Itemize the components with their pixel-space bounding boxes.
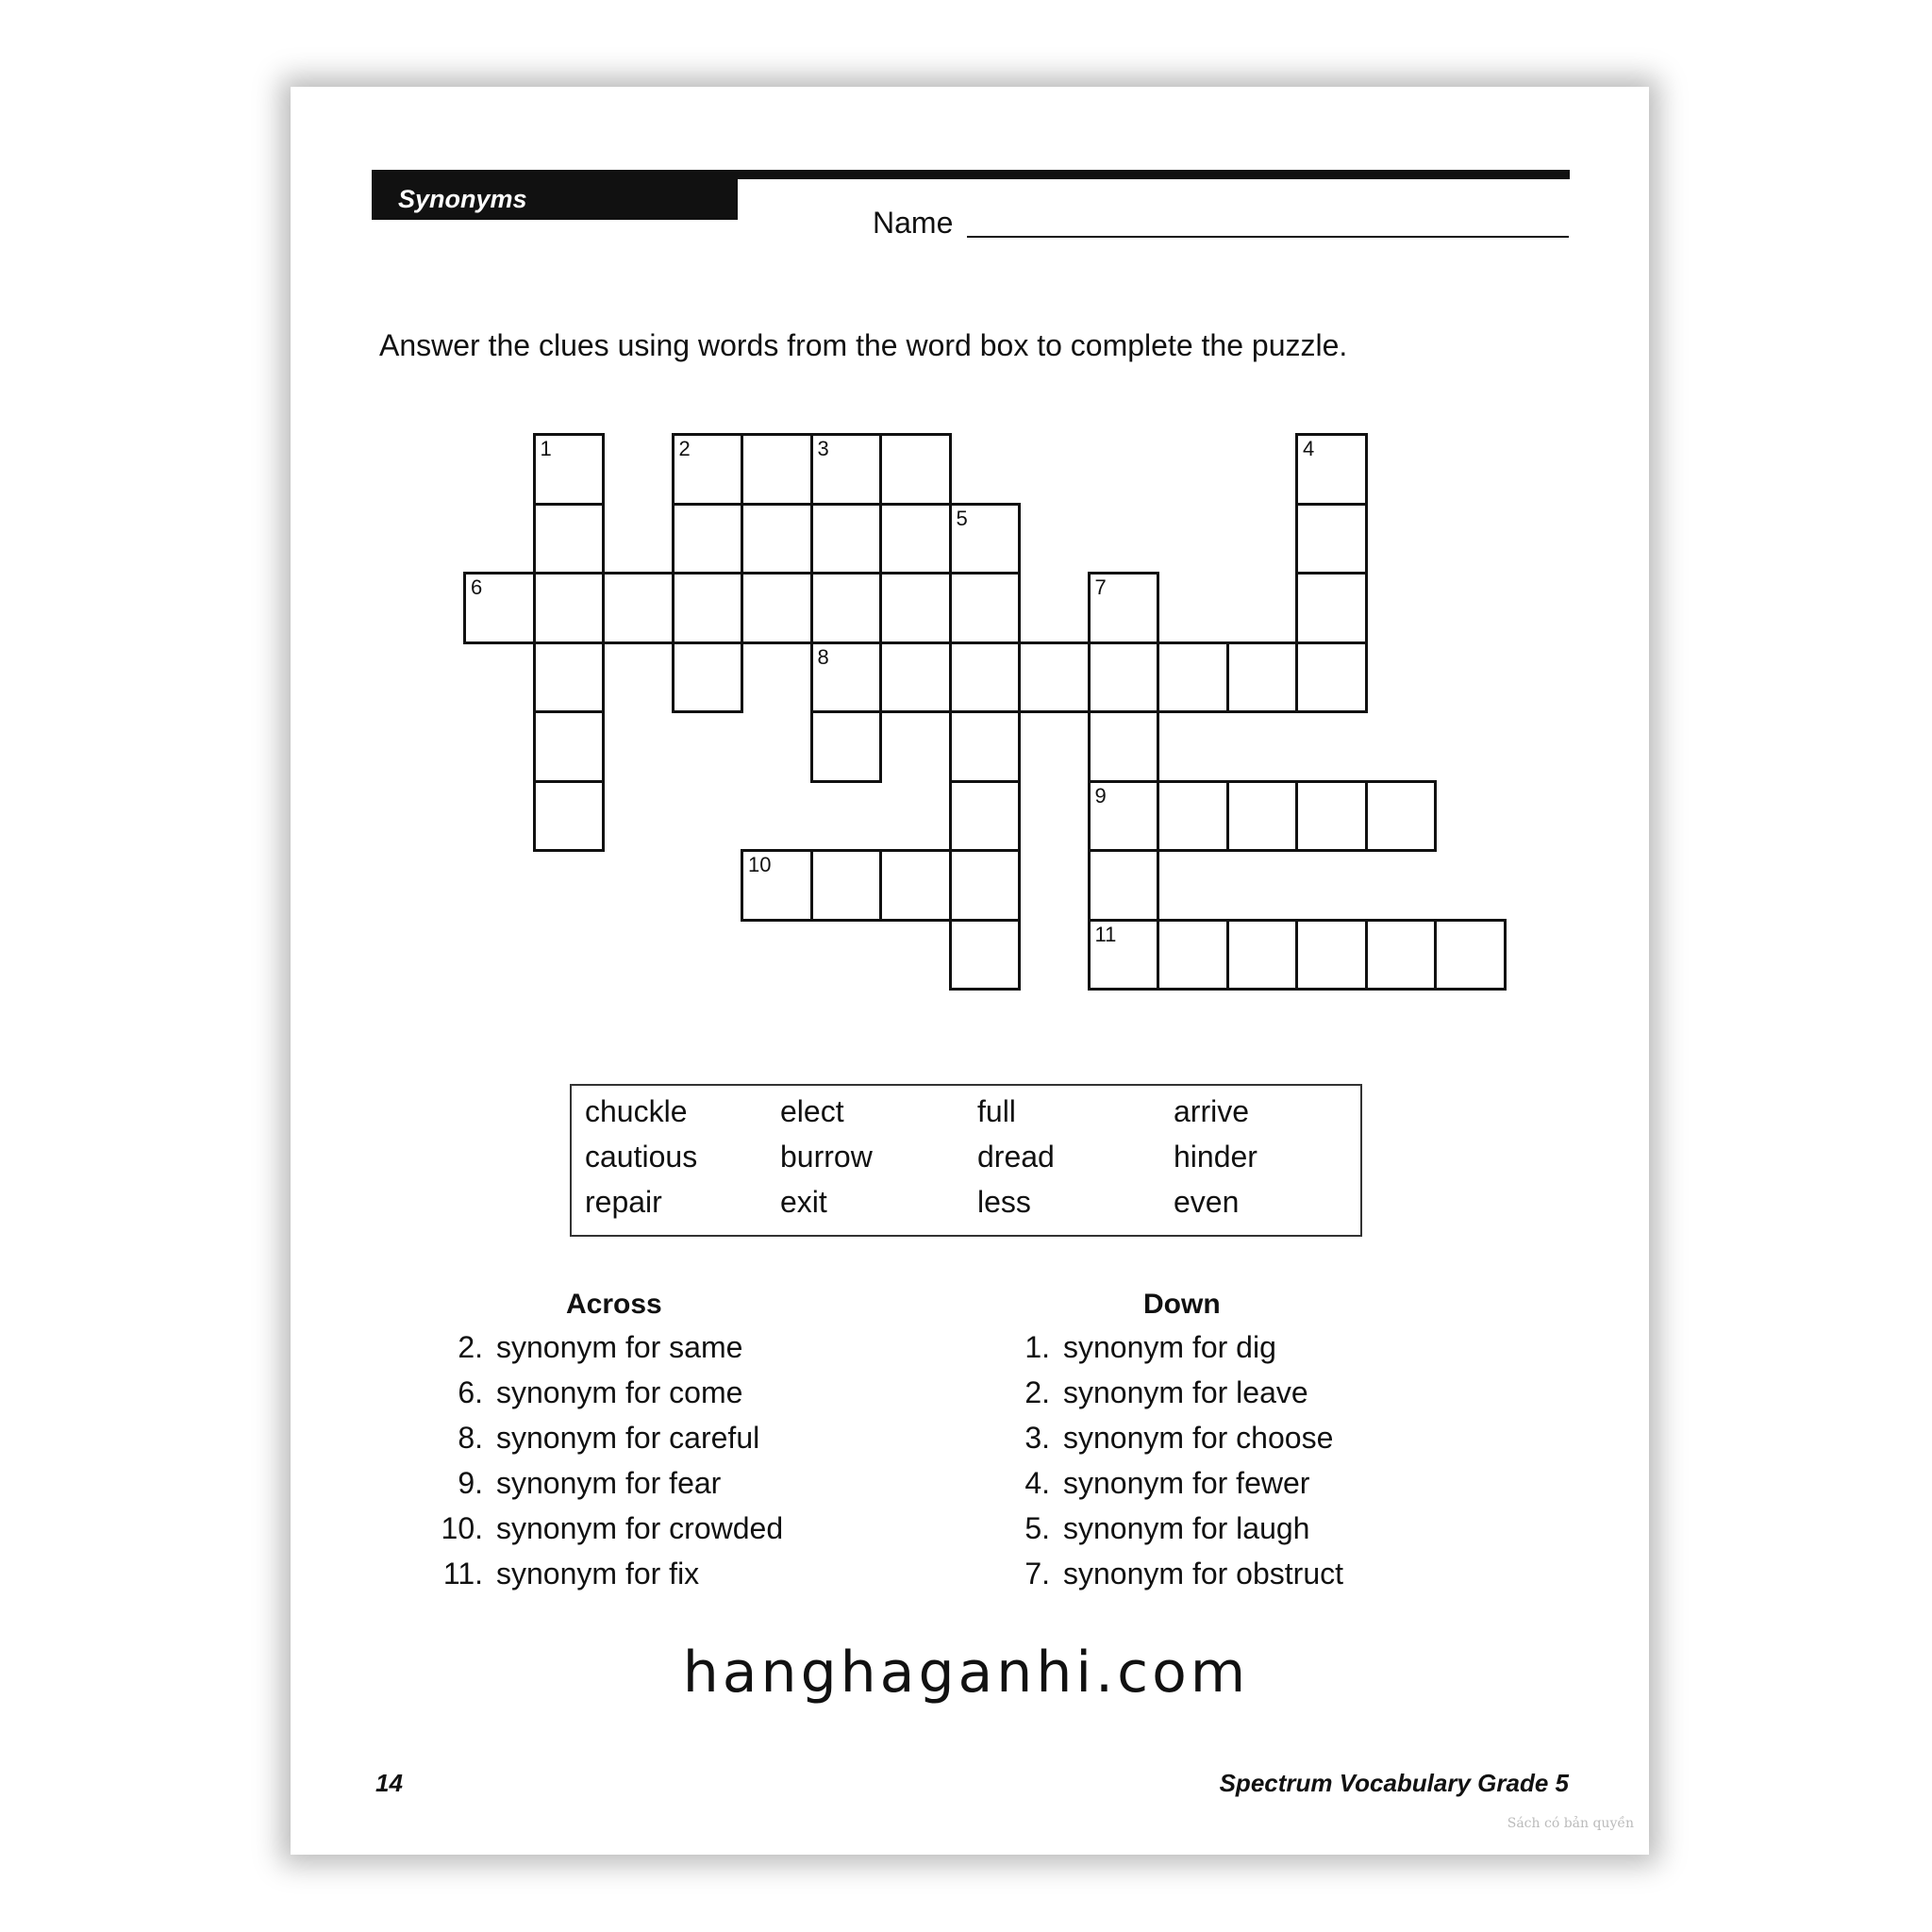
crossword-cell[interactable] [1157,641,1229,714]
crossword-cell[interactable] [1157,780,1229,853]
crossword-cell[interactable] [672,572,744,644]
word-box-word: full [977,1094,1016,1128]
down-clue: 4. synonym for fewer [1024,1466,1310,1500]
crossword-cell[interactable] [1434,919,1507,991]
crossword-cell[interactable] [1295,503,1368,575]
crossword-cell[interactable] [1295,433,1368,506]
site-watermark: hanghaganhi.com [682,1640,1250,1706]
crossword-cell[interactable] [1226,919,1299,991]
crossword-cell[interactable] [533,503,606,575]
crossword-clue-number: 5 [956,506,968,530]
crossword-cell[interactable] [1088,780,1160,853]
crossword-cell[interactable] [533,433,606,506]
word-box-word: elect [780,1094,844,1128]
crossword-cell[interactable] [1365,780,1438,853]
crossword-cell[interactable] [672,433,744,506]
instructions: Answer the clues using words from the word box to complete the puzzle. [379,328,1348,362]
across-clue: 8. synonym for careful [458,1421,760,1455]
crossword-cell[interactable] [533,572,606,644]
crossword-cell[interactable] [949,849,1022,922]
crossword-cell[interactable] [1088,710,1160,783]
crossword-cell[interactable] [810,572,883,644]
word-box-word: arrive [1174,1094,1250,1128]
crossword-cell[interactable] [533,780,606,853]
crossword-clue-number: 7 [1094,575,1107,599]
down-clue: 1. synonym for dig [1024,1330,1276,1364]
crossword-cell[interactable] [602,572,675,644]
across-clue: 9. synonym for fear [458,1466,722,1500]
crossword-cell[interactable] [949,710,1022,783]
crossword-cell[interactable] [1088,849,1160,922]
word-box-word: even [1174,1185,1240,1219]
crossword-clue-number: 10 [748,853,772,876]
crossword-clue-number: 4 [1303,437,1315,460]
crossword-cell[interactable] [1226,780,1299,853]
crossword-cell[interactable] [1226,641,1299,714]
word-box-word: exit [780,1185,827,1219]
crossword-cell[interactable] [672,641,744,714]
book-title: Spectrum Vocabulary Grade 5 [1219,1769,1569,1797]
word-box-word: chuckle [585,1094,688,1128]
crossword-cell[interactable] [533,641,606,714]
down-clue: 2. synonym for leave [1024,1375,1308,1409]
crossword-cell[interactable] [810,503,883,575]
crossword-cell[interactable] [672,503,744,575]
section-title: Synonyms [372,179,738,220]
across-clue: 2. synonym for same [458,1330,743,1364]
across-heading: Across [566,1289,662,1320]
crossword-clue-number: 2 [678,437,691,460]
across-clue: 11. synonym for fix [442,1557,700,1591]
crossword-clue-number: 9 [1094,783,1107,808]
word-box-word: burrow [780,1140,873,1174]
crossword-cell[interactable] [1295,572,1368,644]
crossword-cell[interactable] [463,572,536,644]
copyright-note: Sách có bản quyền [1507,1816,1634,1831]
crossword-cell[interactable] [810,710,883,783]
across-clue: 10. synonym for crowded [441,1511,784,1545]
crossword-cell[interactable] [810,641,883,714]
crossword-clue-number: 8 [817,644,829,669]
word-box-word: repair [585,1185,662,1219]
down-clue: 7. synonym for obstruct [1024,1557,1343,1591]
header-rule [372,170,1570,179]
name-field-line[interactable] [967,236,1569,238]
crossword-cell[interactable] [1365,919,1438,991]
crossword-clue-number: 11 [1094,922,1117,946]
crossword-cell[interactable] [949,780,1022,853]
crossword-cell[interactable] [810,849,883,922]
down-heading: Down [1143,1289,1221,1320]
down-clue: 5. synonym for laugh [1024,1511,1310,1545]
crossword-cell[interactable] [949,641,1022,714]
crossword-cell[interactable] [741,849,813,922]
word-box [570,1084,1362,1237]
crossword-cell[interactable] [949,919,1022,991]
crossword-clue-number: 3 [817,437,829,460]
crossword-cell[interactable] [879,433,952,506]
word-box-word: hinder [1174,1140,1257,1174]
crossword-cell[interactable] [879,641,952,714]
crossword-cell[interactable] [1018,641,1091,714]
crossword-cell[interactable] [741,572,813,644]
crossword-cell[interactable] [1295,780,1368,853]
name-label: Name [873,206,954,240]
crossword-cell[interactable] [810,433,883,506]
page-number: 14 [375,1769,403,1797]
crossword-cell[interactable] [741,433,813,506]
crossword-cell[interactable] [1295,919,1368,991]
crossword-cell[interactable] [1157,919,1229,991]
crossword-cell[interactable] [1088,572,1160,644]
crossword-clue-number: 6 [471,575,483,599]
word-box-word: cautious [585,1140,698,1174]
crossword-cell[interactable] [1088,919,1160,991]
crossword-cell[interactable] [1088,641,1160,714]
word-box-word: less [977,1185,1031,1219]
crossword-cell[interactable] [949,503,1022,575]
crossword-clue-number: 1 [540,437,552,460]
crossword-cell[interactable] [1295,641,1368,714]
crossword-cell[interactable] [879,572,952,644]
across-clue: 6. synonym for come [458,1375,743,1409]
down-clue: 3. synonym for choose [1024,1421,1334,1455]
crossword-cell[interactable] [533,710,606,783]
crossword-cell[interactable] [879,849,952,922]
word-box-word: dread [977,1140,1055,1174]
crossword-cell[interactable] [949,572,1022,644]
